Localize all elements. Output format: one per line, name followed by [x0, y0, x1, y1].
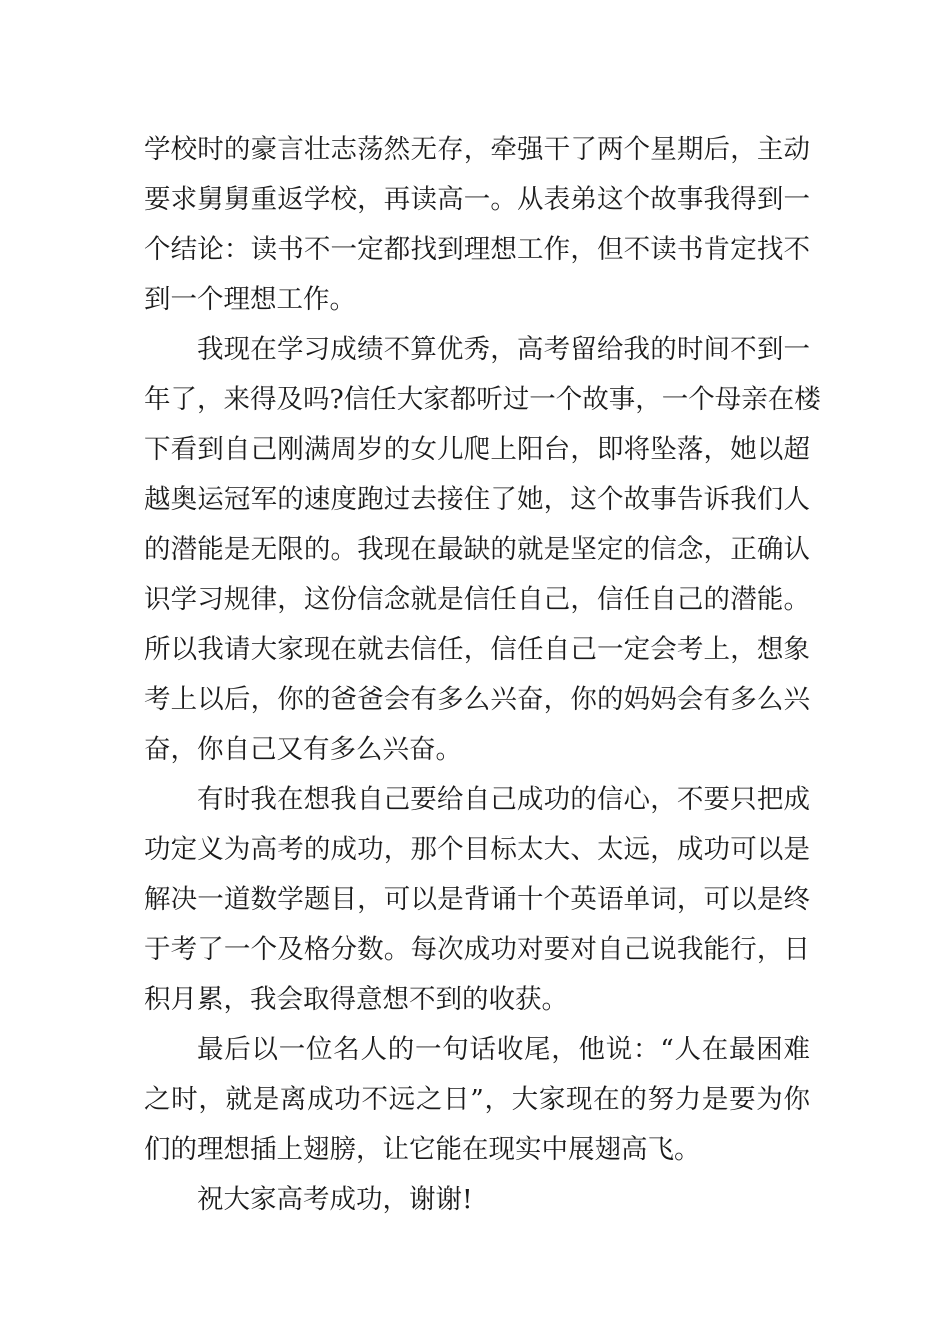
text-line: 考上以后，你的爸爸会有多么兴奋，你的妈妈会有多么兴 [144, 684, 810, 715]
text-line: 识学习规律，这份信念就是信任自己，信任自己的潜能。 [144, 584, 810, 615]
text-line: 祝大家高考成功，谢谢! [197, 1184, 473, 1215]
paragraph-1 [144, 125, 810, 325]
text-line: 学校时的豪言壮志荡然无存，牵强干了两个星期后，主动 [144, 134, 810, 165]
text-line: 要求舅舅重返学校，再读高一。从表弟这个故事我得到一 [144, 184, 810, 215]
text-line: 最后以一位名人的一句话收尾，他说：“人在最困难 [197, 1034, 810, 1065]
text-line: 我现在学习成绩不算优秀，高考留给我的时间不到一 [197, 334, 810, 365]
paragraph-5 [144, 1175, 810, 1225]
paragraph-3 [144, 775, 810, 1025]
paragraph-4 [144, 1025, 810, 1175]
text-line: 到一个理想工作。 [144, 284, 356, 315]
text-line: 越奥运冠军的速度跑过去接住了她，这个故事告诉我们人 [144, 484, 810, 515]
text-line: 年了，来得及吗?信任大家都听过一个故事，一个母亲在楼 [144, 384, 821, 415]
text-line: 之时，就是离成功不远之日”，大家现在的努力是要为你 [144, 1084, 810, 1115]
text-line: 功定义为高考的成功，那个目标太大、太远，成功可以是 [144, 834, 810, 865]
text-line: 于考了一个及格分数。每次成功对要对自己说我能行，日 [144, 934, 810, 965]
text-line: 解决一道数学题目，可以是背诵十个英语单词，可以是终 [144, 884, 810, 915]
text-line: 下看到自己刚满周岁的女儿爬上阳台，即将坠落，她以超 [144, 434, 810, 465]
text-line: 们的理想插上翅膀，让它能在现实中展翅高飞。 [144, 1134, 701, 1165]
paragraph-2 [144, 325, 821, 775]
text-line: 有时我在想我自己要给自己成功的信心，不要只把成 [197, 784, 810, 815]
text-line: 奋，你自己又有多么兴奋。 [144, 734, 462, 765]
text-line: 所以我请大家现在就去信任，信任自己一定会考上，想象 [144, 634, 810, 665]
text-line: 的潜能是无限的。我现在最缺的就是坚定的信念，正确认 [144, 534, 810, 565]
document-body [144, 125, 821, 1225]
text-line: 积月累，我会取得意想不到的收获。 [144, 984, 568, 1015]
text-line: 个结论：读书不一定都找到理想工作，但不读书肯定找不 [144, 234, 810, 265]
